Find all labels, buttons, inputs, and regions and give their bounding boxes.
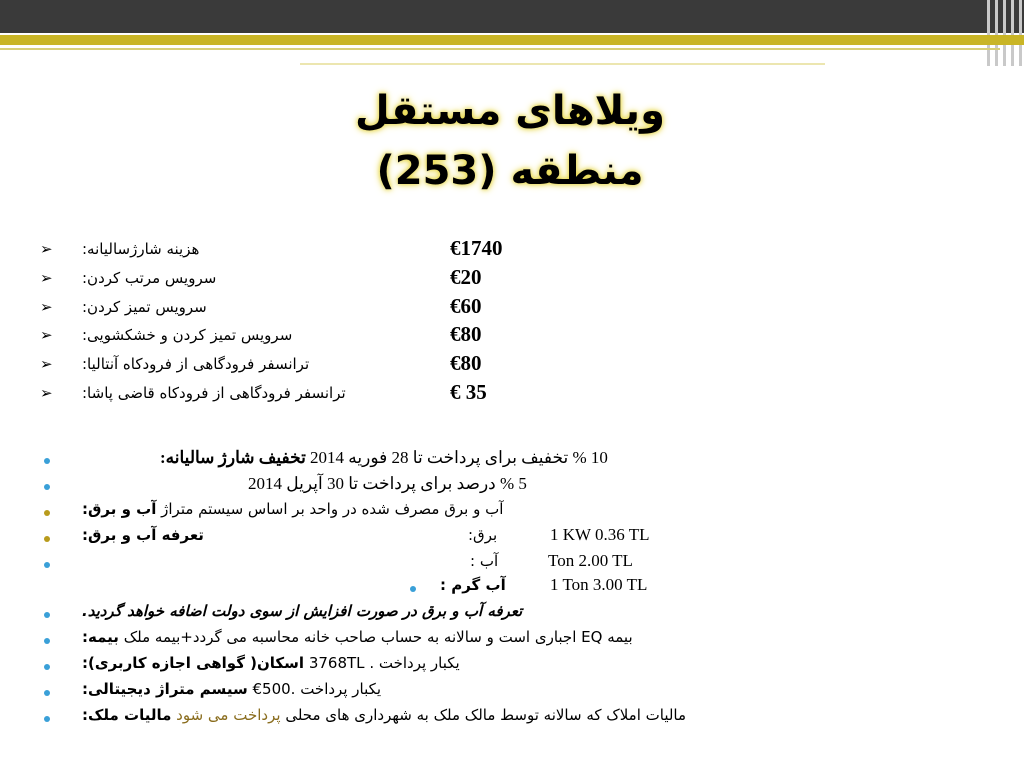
- thin-rule: [0, 48, 1000, 50]
- price-row: [40, 296, 600, 322]
- price-value: €20: [450, 265, 482, 289]
- arrow-right-icon: ➢: [40, 355, 53, 373]
- price-value: €80: [450, 351, 482, 375]
- price-value: € 35: [450, 380, 487, 404]
- arrow-right-icon: ➢: [40, 269, 53, 287]
- price-label: ترانسفر فرودگاهی از فرودکاه آنتالیا:: [82, 355, 310, 373]
- price-label: سرویس تمیز کردن:: [82, 298, 207, 316]
- price-row: [40, 353, 600, 379]
- price-label: هزینه شارژسالیانه:: [82, 240, 200, 258]
- note-insurance: [82, 628, 633, 646]
- arrow-right-icon: ➢: [40, 298, 53, 316]
- price-label: ترانسفر فرودگاهی از فرودکاه قاضی پاشا:: [82, 384, 346, 402]
- tax-text-2: پرداخت می شود: [176, 706, 281, 724]
- bullet-icon: [44, 638, 50, 644]
- price-row: [40, 382, 600, 408]
- bullet-icon: [44, 664, 50, 670]
- note-meter: [82, 680, 381, 698]
- slide-title-line1: ویلاهای مستقل: [355, 88, 665, 134]
- note-iskan: [82, 654, 460, 672]
- bullet-icon: [44, 510, 50, 516]
- power-label: برق:: [468, 526, 498, 544]
- arrow-right-icon: ➢: [40, 384, 53, 402]
- discount1-text: 10 % تخفیف برای پرداخت تا 28 فوریه 2014: [310, 448, 608, 467]
- meter-text: یکبار پرداخت .500€: [252, 680, 382, 698]
- arrow-right-icon: ➢: [40, 326, 53, 344]
- bullet-icon: [44, 458, 50, 464]
- tax-label: مالیات ملک:: [82, 706, 172, 724]
- price-value: €80: [450, 322, 482, 346]
- note-tax: [82, 706, 686, 724]
- bullet-icon: [44, 690, 50, 696]
- price-value: €60: [450, 294, 482, 318]
- water-label: آب و برق:: [82, 500, 157, 518]
- meter-label: سیسم متراژ دیجیتالی:: [82, 680, 248, 698]
- power-value: 1 KW 0.36 TL: [550, 525, 650, 544]
- slide-title-line2: منطقه (253): [376, 148, 644, 194]
- hot-water-value: 1 Ton 3.00 TL: [550, 575, 648, 594]
- price-value: €1740: [450, 236, 503, 260]
- decorative-stripes: [984, 0, 1024, 66]
- note-water: [82, 500, 503, 518]
- bullet-icon: [410, 586, 416, 592]
- insurance-label: بیمه:: [82, 628, 119, 646]
- water2-value: Ton 2.00 TL: [548, 551, 633, 570]
- price-label: سرویس تمیز کردن و خشکشویی:: [82, 326, 293, 344]
- bullet-icon: [44, 612, 50, 618]
- price-row: [40, 324, 600, 350]
- bullet-icon: [44, 562, 50, 568]
- tariff-label: تعرفه آب و برق:: [82, 526, 204, 544]
- water2-label: آب :: [470, 552, 499, 570]
- note-discount1: [160, 448, 608, 468]
- insurance-text: بیمه EQ اجباری است و سالانه به حساب صاحب خانه محاسبه می گردد+بیمه ملک: [123, 628, 633, 646]
- price-row: [40, 238, 600, 264]
- hot-water-label: آب گرم :: [440, 576, 506, 594]
- top-dark-bar: [0, 0, 1024, 33]
- tax-text-1: مالیات املاک که سالانه توسط مالک ملک به شهرداری های محلی: [285, 706, 687, 724]
- water-text: آب و برق مصرف شده در واحد بر اساس سیستم متراژ: [161, 500, 504, 518]
- note-discount2: 5 % درصد برای پرداخت تا 30 آپریل 2014: [248, 474, 527, 493]
- discount1-label: تخفیف شارژ سالیانه:: [160, 448, 306, 467]
- iskan-label: اسکان( گواهی اجازه کاربری):: [82, 654, 305, 672]
- gold-bar: [0, 35, 1024, 45]
- arrow-right-icon: ➢: [40, 240, 53, 258]
- bullet-icon: [44, 716, 50, 722]
- bullet-icon: [44, 536, 50, 542]
- price-label: سرویس مرتب کردن:: [82, 269, 217, 287]
- thin-rule-2: [300, 63, 825, 65]
- note-increase: تعرفه آب و برق در صورت افزایش از سوی دولت اضافه خواهد گردید.: [82, 602, 523, 620]
- price-row: [40, 267, 600, 293]
- bullet-icon: [44, 484, 50, 490]
- iskan-text: یکبار پرداخت . 3768TL: [308, 654, 460, 672]
